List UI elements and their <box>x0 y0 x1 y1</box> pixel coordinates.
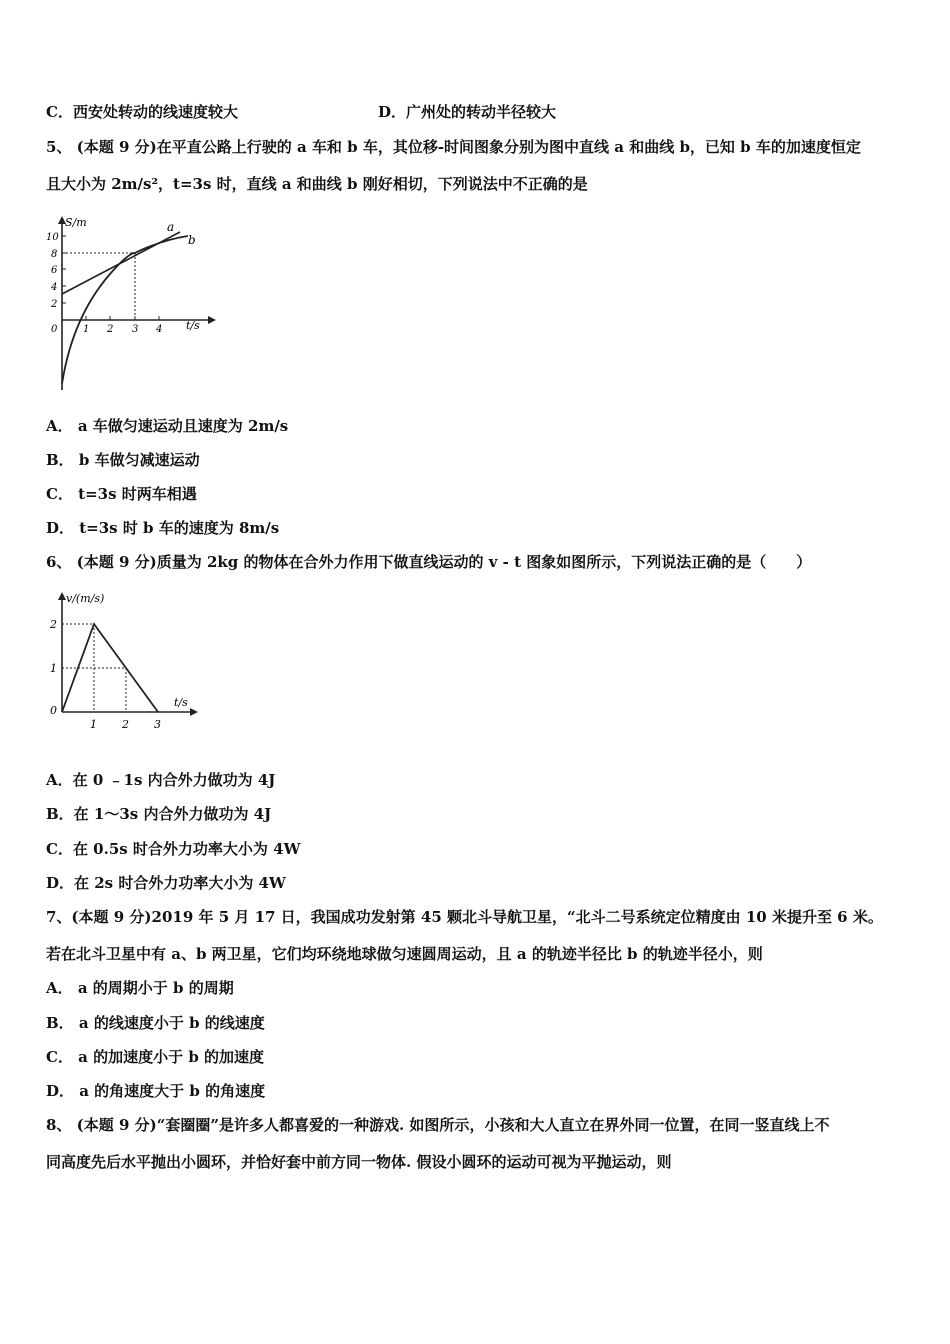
q5-curve-b <box>62 236 188 384</box>
q6-x-tick-1: 1 <box>90 718 97 731</box>
q5-y-tick-8: 8 <box>51 249 58 260</box>
q5-y-ticks <box>46 232 59 310</box>
q5-x-ticks <box>51 324 162 335</box>
q6-origin: 0 <box>50 704 57 717</box>
q5-option-d: D． t=3s 时 b 车的速度为 8m/s <box>46 519 280 537</box>
q8-stem-line2: 同高度先后水平抛出小圆环，并恰好套中前方同一物体. 假设小圆环的运动可视为平抛运动，则 <box>46 1153 672 1171</box>
q5-y-tick-6: 6 <box>51 265 58 276</box>
q6-y-arrow <box>58 592 66 600</box>
q5-label-a: a <box>167 220 175 234</box>
q5-x-tick-1: 1 <box>83 324 90 335</box>
q6-option-b: B．在 1～3s 内合外力做功为 4J <box>46 805 272 823</box>
q5-st-graph <box>40 212 220 392</box>
q4-option-c: C．西安处转动的线速度较大 <box>46 103 238 121</box>
q6-y-label: v/(m/s) <box>66 592 105 605</box>
q5-origin: 0 <box>51 324 58 335</box>
q5-y-tick-4: 4 <box>51 282 58 293</box>
q7-option-b: B． a 的线速度小于 b 的线速度 <box>46 1014 265 1032</box>
q5-y-tick-10: 10 <box>46 232 59 243</box>
q5-option-a: A． a 车做匀速运动且速度为 2m/s <box>46 417 289 435</box>
q5-label-b: b <box>188 233 196 247</box>
q5-y-label: S/m <box>65 216 87 229</box>
q5-x-tick-4: 4 <box>156 324 163 335</box>
q5-option-b: B． b 车做匀减速运动 <box>46 451 200 469</box>
q7-option-a: A． a 的周期小于 b 的周期 <box>46 979 234 997</box>
q5-stem-line2: 且大小为 2m/s²，t=3s 时，直线 a 和曲线 b 刚好相切，下列说法中不正确的是 <box>46 175 588 193</box>
q6-option-a: A．在 0 ﹣1s 内合外力做功为 4J <box>46 771 276 789</box>
q5-option-c: C． t=3s 时两车相遇 <box>46 485 197 503</box>
q6-x-tick-3: 3 <box>154 718 161 731</box>
q5-x-tick-3: 3 <box>132 324 139 335</box>
q6-vt-graph <box>44 586 204 736</box>
q6-option-d: D．在 2s 时合外力功率大小为 4W <box>46 874 286 892</box>
q6-x-ticks <box>90 718 161 731</box>
q4-option-d: D．广州处的转动半径较大 <box>378 103 557 121</box>
q6-stem: 6、 (本题 9 分)质量为 2kg 的物体在合外力作用下做直线运动的 v - t 图象如图所示，下列说法正确的是（ ） <box>46 553 812 571</box>
q7-option-c: C． a 的加速度小于 b 的加速度 <box>46 1048 265 1066</box>
q7-option-d: D． a 的角速度大于 b 的角速度 <box>46 1082 266 1100</box>
q6-y-ticks <box>49 618 57 717</box>
q6-x-tick-2: 2 <box>122 718 129 731</box>
q5-x-label: t/s <box>186 319 200 332</box>
q8-stem-line1: 8、 (本题 9 分)“套圈圈”是许多人都喜爱的一种游戏. 如图所示，小孩和大人直立在界外同一位置，在同一竖直线上不 <box>46 1116 830 1134</box>
q5-stem-line1: 5、 (本题 9 分)在平直公路上行驶的 a 车和 b 车，其位移-时间图象分别为图中直线 a 和曲线 b，已知 b 车的加速度恒定 <box>46 138 861 156</box>
q6-option-c: C．在 0.5s 时合外力功率大小为 4W <box>46 840 301 858</box>
q6-y-tick-1: 1 <box>50 662 57 675</box>
q6-y-tick-2: 2 <box>50 618 57 631</box>
q6-x-label: t/s <box>174 696 188 709</box>
q7-stem-line2: 若在北斗卫星中有 a、b 两卫星，它们均环绕地球做匀速圆周运动，且 a 的轨迹半径比 b 的轨迹半径小，则 <box>46 945 763 963</box>
q5-y-tick-2: 2 <box>51 299 58 310</box>
q5-x-tick-2: 2 <box>107 324 114 335</box>
q5-x-arrow <box>208 316 216 324</box>
q7-stem-line1: 7、(本题 9 分)2019 年 5 月 17 日，我国成功发射第 45 颗北斗导航卫星，“北斗二号系统定位精度由 10 米提升至 6 米。 <box>46 908 883 926</box>
q6-x-arrow <box>190 708 198 716</box>
